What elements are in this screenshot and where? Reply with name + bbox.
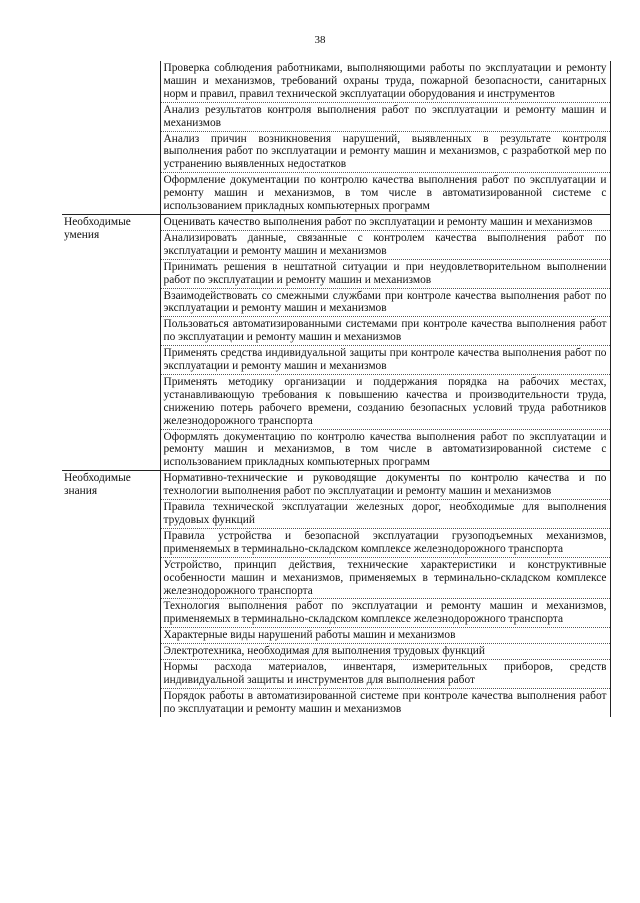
table-cell: Нормы расхода материалов, инвентаря, измерительных приборов, средств индивидуальной защиты и инструментов для выполнения работ — [160, 660, 610, 689]
table-cell: Взаимодействовать со смежными службами при контроле качества выполнения работ по эксплуатации и ремонту машин и механизмов — [160, 288, 610, 317]
table-cell: Принимать решения в нештатной ситуации и при неудовлетворительном выполнении работ по эксплуатации и ремонту машин и механизмов — [160, 259, 610, 288]
requirements-table — [62, 61, 611, 717]
table-cell: Правила технической эксплуатации железных дорог, необходимые для выполнения трудовых функций — [160, 500, 610, 529]
table-cell: Правила устройства и безопасной эксплуатации грузоподъемных механизмов, применяемых в терминально-складском комплексе железнодорожного транспорта — [160, 528, 610, 557]
table-row — [62, 471, 610, 500]
table-cell: Оформление документации по контролю качества выполнения работ по эксплуатации и ремонту машин и механизмов, в том числе в автоматизированной системе с использованием прикладных компьютерных программ — [160, 173, 610, 215]
table-cell: Оценивать качество выполнения работ по эксплуатации и ремонту машин и механизмов — [160, 214, 610, 230]
row-label — [62, 61, 160, 214]
table-cell: Анализировать данные, связанные с контролем качества выполнения работ по эксплуатации и ремонту машин и механизмов — [160, 230, 610, 259]
table-cell: Нормативно-технические и руководящие документы по контролю качества и по технологии выполнения работ по эксплуатации и ремонту машин и механизмов — [160, 471, 610, 500]
table-cell: Устройство, принцип действия, технические характеристики и конструктивные особенности машин и механизмов, применяемых в терминально-складском комплексе железнодорожного транспорта — [160, 557, 610, 599]
table-cell: Применять средства индивидуальной защиты при контроле качества выполнения работ по эксплуатации и ремонту машин и механизмов — [160, 346, 610, 375]
table-cell: Характерные виды нарушений работы машин и механизмов — [160, 628, 610, 644]
table-cell: Анализ результатов контроля выполнения работ по эксплуатации и ремонту машин и механизмов — [160, 102, 610, 131]
table-cell: Оформлять документацию по контролю качества выполнения работ по эксплуатации и ремонту машин и механизмов, в том числе в автоматизированной системе с использованием прикладных компьютерных программ — [160, 429, 610, 471]
table-cell: Технология выполнения работ по эксплуатации и ремонту машин и механизмов, применяемых в терминально-складском комплексе железнодорожного транспорта — [160, 599, 610, 628]
table-row — [62, 214, 610, 230]
knowledge-label: Необходимые знания — [62, 471, 160, 717]
table-cell: Применять методику организации и поддержания порядка на рабочих местах, устанавливающую требования к повышению качества и производительности труда, снижению потерь рабочего времени, созданию безопасных условий труда работников железнодорожного транспорта — [160, 374, 610, 429]
table-cell: Пользоваться автоматизированными системами при контроле качества выполнения работ по эксплуатации и ремонту машин и механизмов — [160, 317, 610, 346]
table-cell: Электротехника, необходимая для выполнения трудовых функций — [160, 644, 610, 660]
skills-label: Необходимые умения — [62, 214, 160, 470]
table-cell: Анализ причин возникновения нарушений, выявленных в результате контроля выполнения работ по эксплуатации и ремонту машин и механизмов, с разработкой мер по устранению выявленных недостатков — [160, 131, 610, 173]
table-cell: Проверка соблюдения работниками, выполняющими работы по эксплуатации и ремонту машин и механизмов, требований охраны труда, пожарной безопасности, санитарных норм и правил, правил технической эксплуатации оборудования и инструментов — [160, 61, 610, 102]
page-number: 38 — [314, 34, 326, 46]
table-cell: Порядок работы в автоматизированной системе при контроле качества выполнения работ по эксплуатации и ремонту машин и механизмов — [160, 688, 610, 716]
table-row — [62, 61, 610, 102]
